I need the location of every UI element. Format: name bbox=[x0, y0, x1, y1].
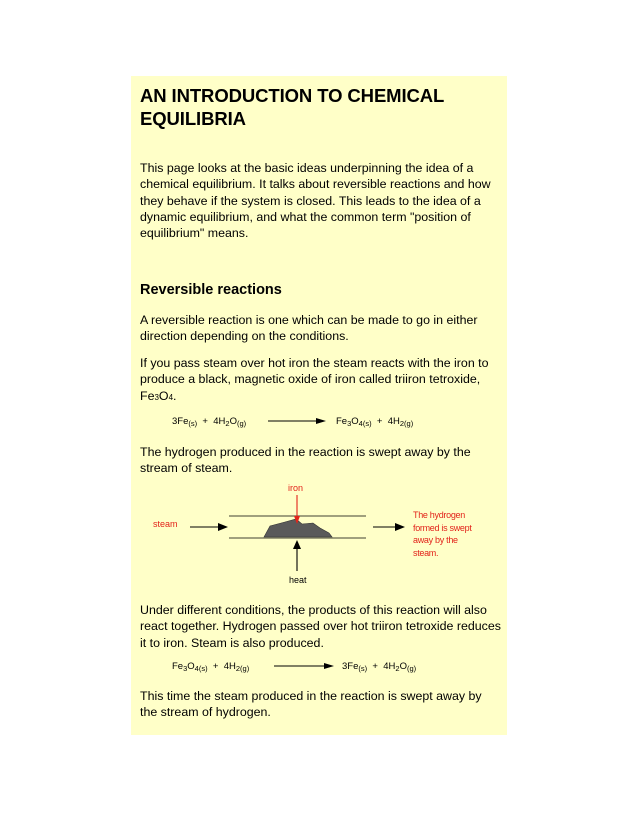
hydrogen-note-line: The hydrogen bbox=[413, 510, 465, 520]
hydrogen-note-line: steam. bbox=[413, 547, 439, 558]
hydrogen-note-line: away by the bbox=[413, 535, 458, 545]
steam-arrow-head bbox=[218, 523, 228, 531]
page-title: AN INTRODUCTION TO CHEMICAL EQUILIBRIA bbox=[140, 85, 444, 129]
intro-paragraph: This page looks at the basic ideas underpinning the idea of a chemical equilibrium. It talks about reversible reactions and how they behave if the system is closed. This leads to the idea of a dynamic equilibrium, and what the common term "position of equilibrium" means. bbox=[140, 161, 491, 241]
heat-label: heat bbox=[289, 575, 307, 585]
hydrogen-stream-paragraph: This time the steam produced in the reaction is swept away by the stream of hydrogen. bbox=[140, 689, 482, 720]
hydrogen-note-line: formed is swept bbox=[413, 522, 472, 533]
equation-2-arrow bbox=[272, 660, 336, 672]
formula-fe3o4: Fe3O4. bbox=[140, 388, 177, 403]
heat-arrow-head bbox=[293, 540, 301, 549]
iron-sample bbox=[264, 519, 332, 537]
equation-2-reactants: $Fe_3O_{4(s)} + 4H_{2(g)}$ bbox=[172, 661, 250, 673]
reverse-reaction-paragraph: Under different conditions, the products of this reaction will also react together. Hydrogen passed over hot triiron tetroxide reduces it to iron. Steam is also produced. bbox=[140, 603, 501, 650]
equation-2-products: $3Fe_{(s)} + 4H_2O_{(g)}$ bbox=[342, 661, 417, 673]
steam-iron-text: If you pass steam over hot iron the steam reacts with the iron to produce a black, magnetic oxide of iron called triiron tetroxide, bbox=[140, 356, 489, 387]
hydrogen-swept-paragraph: The hydrogen produced in the reaction is swept away by the stream of steam. bbox=[140, 445, 471, 476]
iron-label: iron bbox=[288, 483, 304, 493]
steam-label: steam bbox=[153, 519, 178, 529]
equation-1-reactants: $3Fe_{(s)} + 4H_2O_{(g)}$ bbox=[172, 416, 247, 428]
outflow-arrow-head bbox=[395, 523, 405, 531]
definition-paragraph: A reversible reaction is one which can be made to go in either direction depending on the conditions. bbox=[140, 313, 478, 344]
section-heading: Reversible reactions bbox=[140, 282, 282, 298]
equation-1-products: $Fe_3O_{4(s)} + 4H_{2(g)}$ bbox=[336, 416, 414, 428]
